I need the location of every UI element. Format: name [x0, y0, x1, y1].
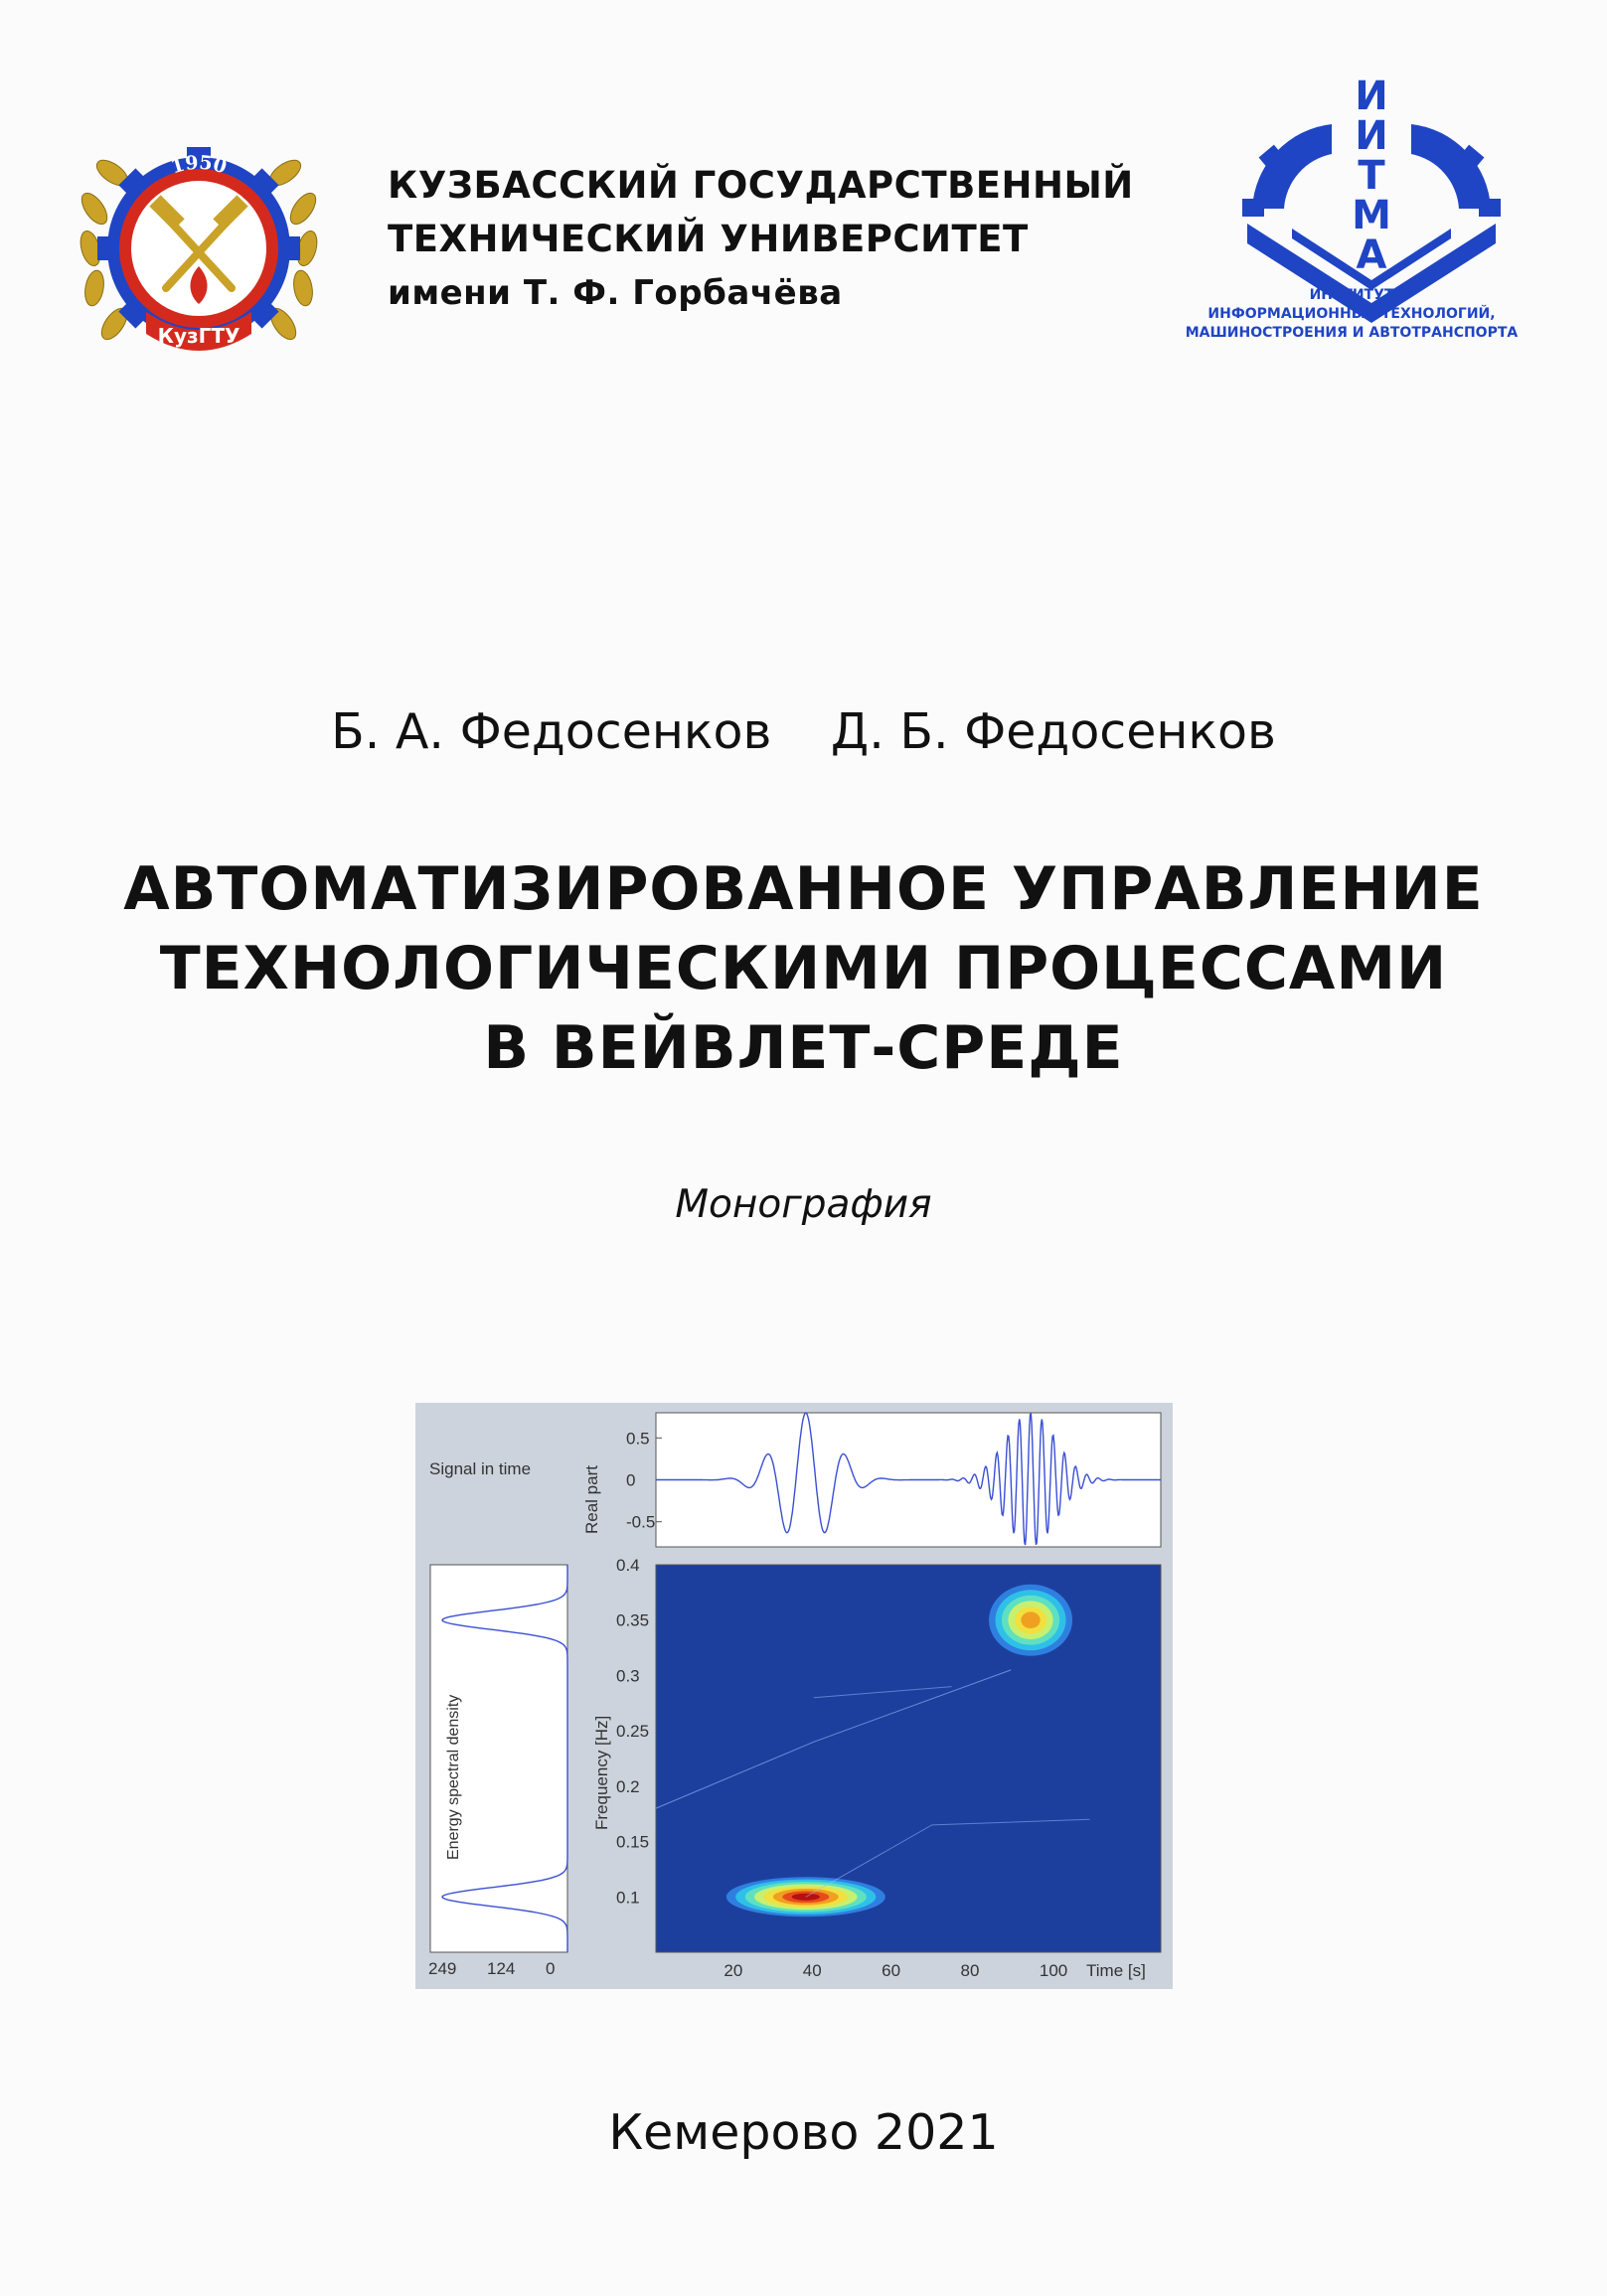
svg-text:Т: Т	[1358, 153, 1385, 199]
signal-y-tick-label: 0	[626, 1470, 636, 1490]
heatmap-y-tick-label: 0.4	[616, 1556, 640, 1575]
heatmap-y-tick-label: 0.25	[616, 1722, 650, 1742]
itma-caption-line-3: МАШИНОСТРОЕНИЯ И АВТОТРАНСПОРТА	[1185, 325, 1519, 341]
university-line-2: ТЕХНИЧЕСКИЙ УНИВЕРСИТЕТ	[388, 218, 1029, 260]
svg-text:М: М	[1352, 193, 1391, 238]
heatmap-x-tick-label: 80	[960, 1961, 980, 1980]
book-title	[0, 849, 1607, 1088]
university-line-1: КУЗБАССКИЙ ГОСУДАРСТВЕННЫЙ	[388, 164, 1134, 207]
title-line-1: АВТОМАТИЗИРОВАННОЕ УПРАВЛЕНИЕ	[123, 854, 1484, 924]
signal-plot-ylabel: Real part	[582, 1465, 601, 1534]
city-year: Кемерово 2021	[608, 2104, 999, 2161]
heatmap-y-tick-label: 0.35	[616, 1610, 650, 1630]
heatmap-y-tick-label: 0.2	[616, 1776, 640, 1796]
esd-plot-ylabel: Energy spectral density	[445, 1694, 462, 1860]
heatmap-blob	[1021, 1611, 1040, 1628]
heatmap-ylabel: Frequency [Hz]	[592, 1715, 611, 1830]
heatmap-y-tick-label: 0.3	[616, 1666, 640, 1686]
svg-text:И: И	[1355, 79, 1388, 119]
university-line-3: имени Т. Ф. Горбачёва	[388, 273, 843, 313]
esd-x-tick-label: 249	[428, 1959, 457, 1978]
wavelet-figure-svg	[415, 1403, 1173, 1989]
itma-caption-line-2: ИНФОРМАЦИОННЫХ ТЕХНОЛОГИЙ,	[1207, 306, 1496, 322]
kuzgtu-emblem-icon	[55, 99, 343, 387]
signal-y-tick-label: 0.5	[626, 1429, 650, 1449]
author-1: Б. А. Федосенков	[331, 703, 772, 760]
heatmap-y-tick-label: 0.1	[616, 1888, 640, 1908]
svg-text:И: И	[1355, 113, 1388, 159]
emblem-abbr: КузГТУ	[157, 324, 241, 348]
genre-label: Монография	[675, 1182, 932, 1227]
esd-x-tick-label: 124	[487, 1959, 516, 1978]
heatmap-x-tick-label: 20	[723, 1961, 743, 1980]
title-line-2: ТЕХНОЛОГИЧЕСКИМИ ПРОЦЕССАМИ	[159, 934, 1448, 1003]
heatmap-xlabel: Time [s]	[1086, 1961, 1146, 1980]
author-2: Д. Б. Федосенков	[830, 703, 1276, 760]
heatmap-x-tick-label: 40	[802, 1961, 822, 1980]
heatmap-y-tick-label: 0.15	[616, 1832, 650, 1852]
esd-x-tick-label: 0	[546, 1959, 556, 1978]
svg-text:А: А	[1356, 232, 1387, 278]
heatmap-blob	[792, 1894, 820, 1901]
itma-caption	[1153, 286, 1550, 343]
wavelet-figure	[415, 1403, 1173, 1989]
title-line-3: В ВЕЙВЛЕТ-СРЕДЕ	[483, 1013, 1124, 1083]
heatmap-x-tick-label: 60	[882, 1961, 901, 1980]
signal-y-tick-label: -0.5	[626, 1512, 656, 1532]
signal-plot-title: Signal in time	[429, 1459, 532, 1478]
university-name	[388, 159, 1134, 320]
itma-caption-line-1: ИНСТИТУТ	[1309, 287, 1394, 303]
emblem-year: 1950	[168, 151, 230, 179]
authors	[0, 703, 1607, 760]
heatmap-x-tick-label: 100	[1039, 1961, 1068, 1980]
